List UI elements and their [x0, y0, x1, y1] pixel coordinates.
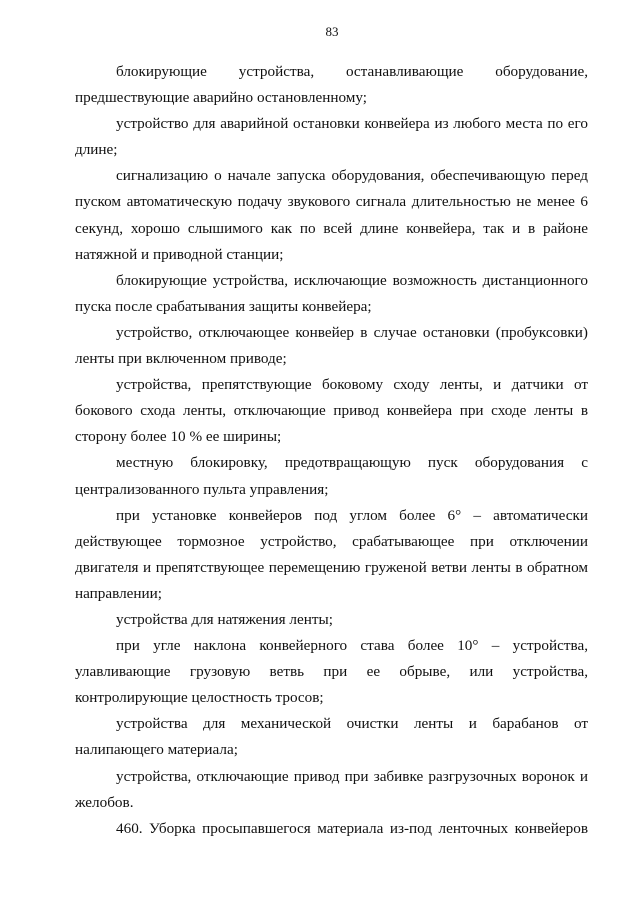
paragraph: устройство, отключающее конвейер в случае остановки (пробуксовки) ленты при включенном приводе; — [75, 323, 588, 368]
paragraph: устройства, препятствующие боковому сходу ленты, и датчики от бокового схода ленты, отключающие привод конвейера при сходе ленты в сторону более 10 % ее ширины; — [75, 376, 588, 446]
body-text — [75, 59, 588, 842]
paragraph: 460. Уборка просыпавшегося материала из-под ленточных конвейеров — [116, 819, 588, 837]
paragraph: устройства для механической очистки ленты и барабанов от налипающего материала; — [75, 715, 588, 759]
paragraph: при установке конвейеров под углом более 6° – автоматически действующее тормозное устройство, срабатывающее при отключении двигателя и препятствующее перемещению груженой ветви ленты в обратном направлении; — [75, 506, 588, 602]
paragraph: при угле наклона конвейерного става более 10° – устройства, улавливающие грузовую ветвь при ее обрыве, или устройства, контролирующие целостность тросов; — [75, 637, 588, 707]
paragraph: местную блокировку, предотвращающую пуск оборудования с централизованного пульта управления; — [75, 454, 588, 498]
paragraph: устройства, отключающие привод при забивке разгрузочных воронок и желобов. — [75, 767, 588, 811]
paragraph: сигнализацию о начале запуска оборудования, обеспечивающую перед пуском автоматическую подачу звукового сигнала длительностью не менее 6 секунд, хорошо слышимого как по всей длине конвейера, так и в районе натяжной и приводной станции; — [75, 167, 588, 263]
paragraph: блокирующие устройства, исключающие возможность дистанционного пуска после срабатывания защиты конвейера; — [75, 271, 588, 315]
paragraph: устройство для аварийной остановки конвейера из любого места по его длине; — [75, 115, 588, 159]
page-number: 83 — [325, 24, 339, 39]
paragraph: устройства для натяжения ленты; — [116, 610, 333, 628]
paragraph: блокирующие устройства, останавливающие оборудование, предшествующие аварийно остановленному; — [75, 63, 588, 107]
